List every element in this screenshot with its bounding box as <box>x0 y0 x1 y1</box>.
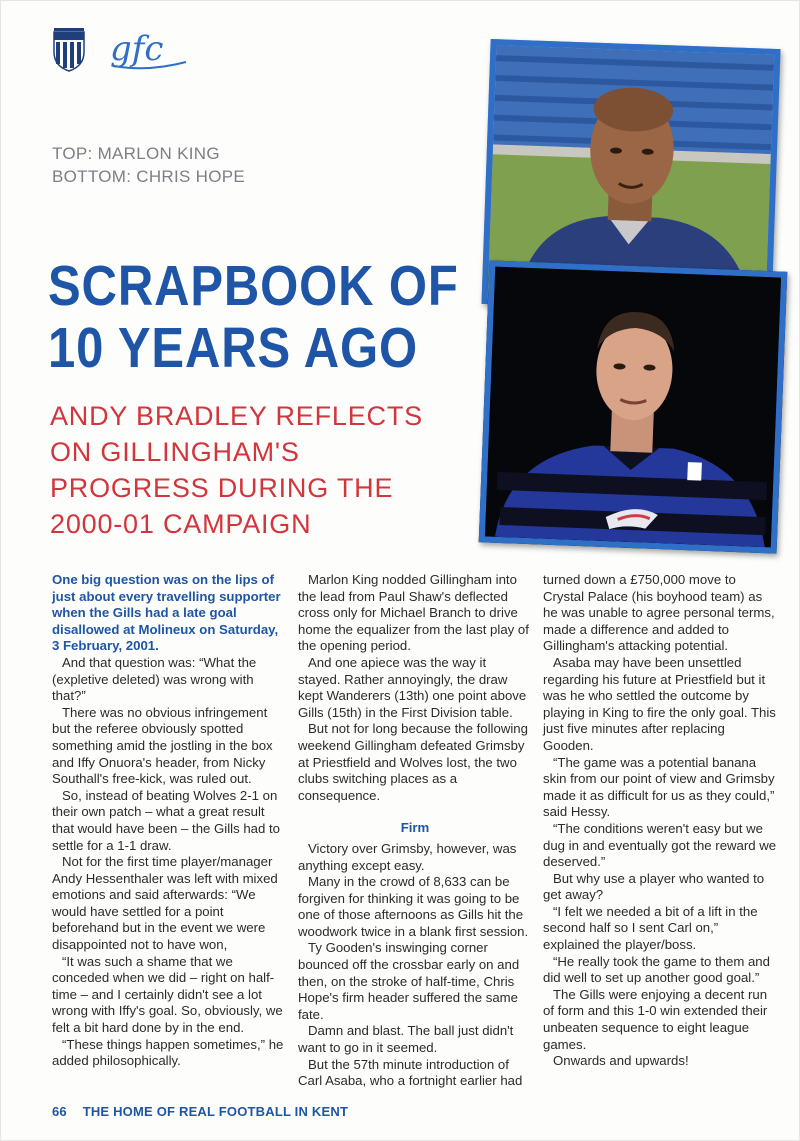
article-paragraph: But why use a player who wanted to get away? <box>543 870 765 903</box>
section-heading-firm: Firm <box>400 820 430 836</box>
article-paragraph: But the 57th minute introduction of Carl Asaba, who a fortnight earlier had <box>298 1056 523 1089</box>
article-column-1 <box>52 572 286 1070</box>
article-paragraph: “It was such a shame that we conceded when we did – right on half-time – and I certainly didn't see a lot wrong with Iffy's goal. So, obviously, we felt a bit hard done by in the end. <box>52 953 283 1036</box>
article-paragraph: The Gills were enjoying a decent run of form and this 1-0 win extended their unbeaten sequence to eight league games. <box>543 986 768 1052</box>
caption-top: TOP: MARLON KING <box>52 144 220 163</box>
article-paragraph: “The conditions weren't easy but we dug in and eventually got the reward we deserved.” <box>543 820 777 870</box>
article-paragraph: Asaba may have been unsettled regarding his future at Priestfield but it was he who settled the outcome by playing in King to fire the only goal. This just five minutes after replacing Gooden. <box>543 654 776 753</box>
article-paragraph: “I felt we needed a bit of a lift in the second half so I sent Carl on,” explained the player/boss. <box>543 903 758 953</box>
subheadline <box>50 398 470 542</box>
article-column-2 <box>298 572 532 1090</box>
article-paragraph: Not for the first time player/manager Andy Hessenthaler was left with mixed emotions and said afterwards: “We would have settled for a point beforehand but in the event we were disappointed not to have won, <box>52 854 278 953</box>
subheadline-line-4: 2000-01 CAMPAIGN <box>50 509 312 539</box>
article-paragraph: Marlon King nodded Gillingham into the lead from Paul Shaw's deflected cross only for Michael Branch to drive home the equalizer from the last play of the opening period. <box>298 572 529 654</box>
article-paragraph: Onwards and upwards! <box>553 1053 689 1069</box>
article-paragraph: Ty Gooden's inswinging corner bounced off the crossbar early on and then, on the stroke of half-time, Chris Hope's firm header suffered the same fate. <box>298 940 520 1022</box>
article-paragraph: “He really took the game to them and did well to set up another good goal.” <box>543 953 770 986</box>
footer-tagline: THE HOME OF REAL FOOTBALL IN KENT <box>82 1104 349 1119</box>
article-paragraph: Many in the crowd of 8,633 can be forgiven for thinking it was going to be one of those afternoons as Gills hit the woodwork twice in a blank first session. <box>298 874 529 939</box>
photo-chris-hope <box>479 260 788 553</box>
article-paragraph: But not for long because the following weekend Gillingham defeated Grimsby at Priestfield and Wolves lost, the two clubs switching places as a consequence. <box>298 721 528 803</box>
subheadline-line-3: PROGRESS DURING THE <box>50 473 394 503</box>
article-lead: One big question was on the lips of just about every travelling supporter when the Gills had a late goal disallowed at Molineux on Saturday, 3 February, 2001. <box>52 572 281 654</box>
article-paragraph: Damn and blast. The ball just didn't want to go in it seemed. <box>298 1023 514 1056</box>
article-paragraph: So, instead of beating Wolves 2-1 on their own patch – what a great result that would have been – the Gills had to settle for a 1-1 draw. <box>52 787 281 853</box>
photo-caption <box>52 142 352 188</box>
club-crest-logo <box>52 26 86 72</box>
article-paragraph: There was no obvious infringement but the referee obviously spotted something amid the jostling in the box and Iffy Onuora's header, from Nicky Southall's free-kick, was ruled out. <box>52 704 273 787</box>
article-paragraph: And that question was: “What the (expletive deleted) was wrong with that?” <box>52 654 257 704</box>
caption-bottom: BOTTOM: CHRIS HOPE <box>52 167 246 186</box>
gfc-monogram-logo <box>108 26 190 74</box>
article-paragraph: “These things happen sometimes,” he added philosophically. <box>52 1036 284 1069</box>
page-number: 66 <box>52 1104 67 1119</box>
monogram-text: gfc <box>110 29 164 69</box>
article-paragraph: “The game was a potential banana skin from our point of view and Grimsby made it as difficult for us as they could,” said Hessy. <box>543 754 775 820</box>
article-paragraph: And one apiece was the way it stayed. Rather annoyingly, the draw kept Wanderers (13th) one point above Gills (15th) in the First Division table. <box>298 654 527 720</box>
page-footer <box>52 1104 348 1119</box>
article-paragraph: Victory over Grimsby, however, was anything except easy. <box>298 840 517 873</box>
article-paragraph: turned down a £750,000 move to Crystal Palace (his boyhood team) as he was unable to agree personal terms, made a difference and added to Gillingham's attacking potential. <box>543 572 775 654</box>
subheadline-line-1: ANDY BRADLEY REFLECTS <box>50 401 423 431</box>
headline-line-2: 10 YEARS AGO <box>48 316 418 380</box>
subheadline-line-2: ON GILLINGHAM'S <box>50 437 300 467</box>
headline-line-1: SCRAPBOOK OF <box>48 254 459 318</box>
article-column-3 <box>543 572 777 1070</box>
headline <box>48 254 459 380</box>
